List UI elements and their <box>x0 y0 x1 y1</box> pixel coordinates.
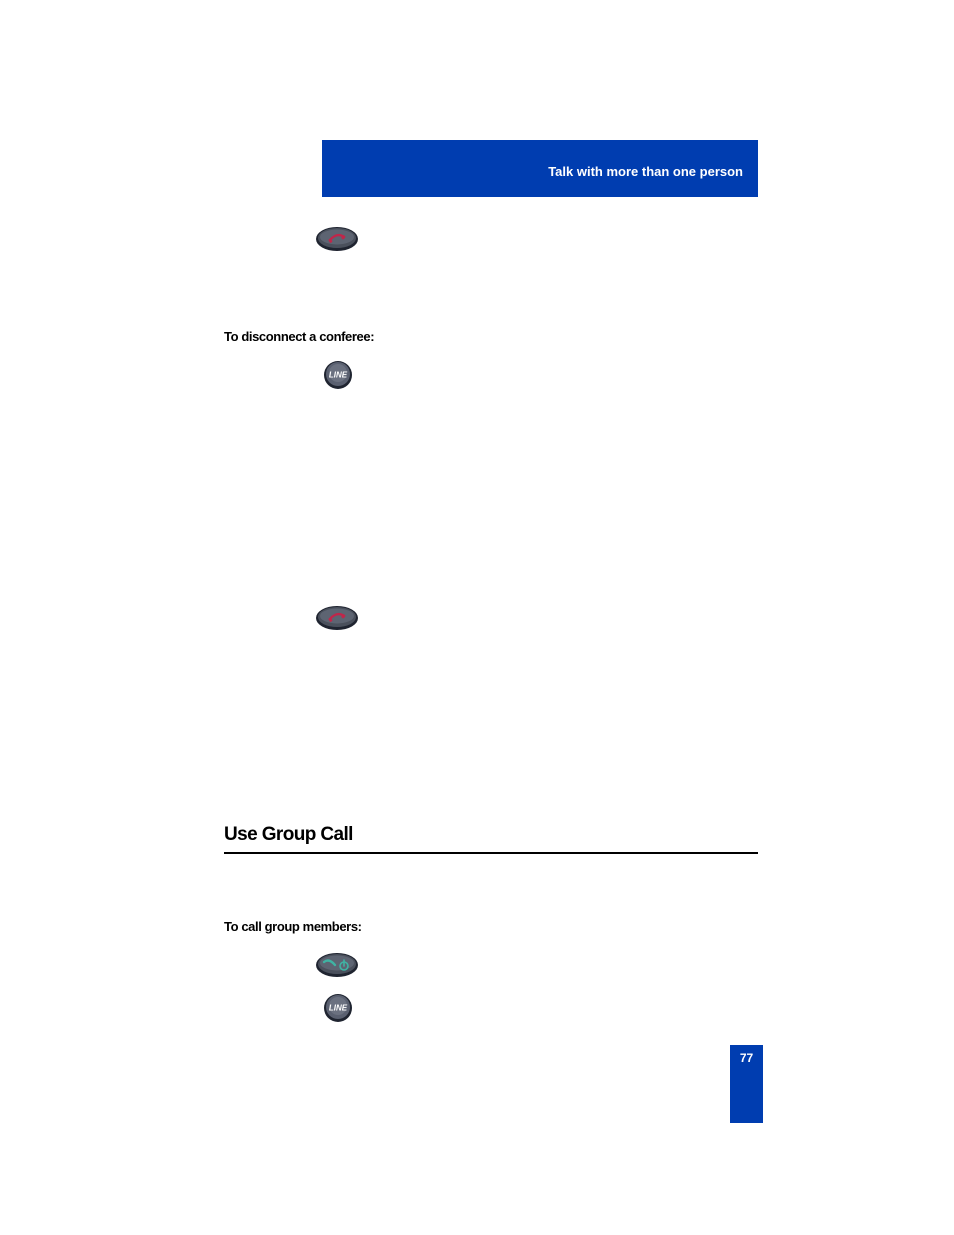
disconnect-conferee-subhead: To disconnect a conferee: <box>224 329 375 344</box>
page-number-tab <box>730 1045 763 1123</box>
line-key-label: LINE <box>328 1003 348 1013</box>
call-group-members-subhead: To call group members: <box>224 919 362 934</box>
line-key-icon <box>323 993 353 1023</box>
goodbye-key-icon <box>315 605 359 631</box>
page-number: 77 <box>739 1051 754 1065</box>
goodbye-key-icon <box>315 226 359 252</box>
chapter-title: Talk with more than one person <box>548 164 743 179</box>
chapter-header-band <box>322 140 758 197</box>
section-title: Use Group Call <box>224 824 353 845</box>
line-key-label: LINE <box>328 370 348 380</box>
section-divider <box>224 852 758 854</box>
handsfree-key-icon <box>315 952 359 978</box>
line-key-icon <box>323 360 353 390</box>
